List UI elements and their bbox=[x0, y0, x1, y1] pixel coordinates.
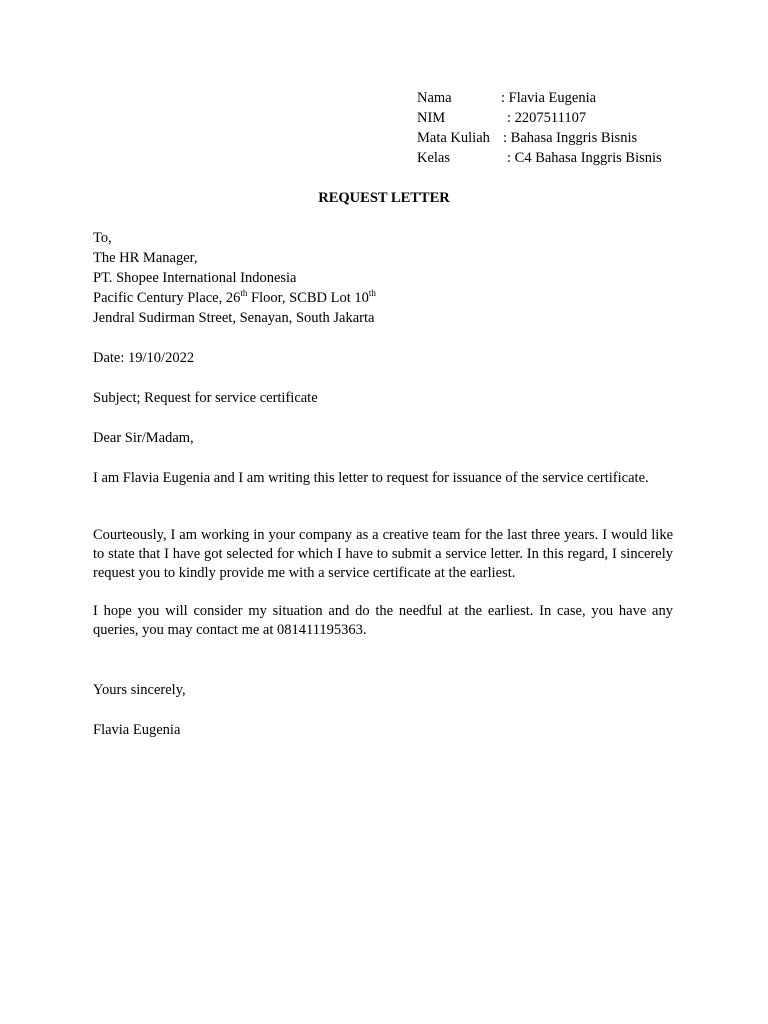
address-part-a: Pacific Century Place, 26 bbox=[93, 290, 241, 306]
recipient-line1: The HR Manager, bbox=[93, 250, 198, 266]
name-row bbox=[417, 88, 717, 108]
recipient-to: To, bbox=[93, 230, 112, 246]
body-paragraph-3: I hope you will consider my situation and do the needful at the earliest. In case, you have any queries, you may contact me at 081411195363. bbox=[93, 603, 673, 638]
student-info bbox=[417, 88, 717, 168]
letter-date: Date: 19/10/2022 bbox=[93, 350, 195, 366]
recipient-line4: Jendral Sudirman Street, Senayan, South Jakarta bbox=[93, 310, 375, 326]
address-sup-2: th bbox=[368, 288, 376, 299]
class-value: : C4 Bahasa Inggris Bisnis bbox=[507, 150, 662, 166]
letter-subject: Subject; Request for service certificate bbox=[93, 390, 318, 406]
nim-row bbox=[417, 108, 717, 128]
course-value: : Bahasa Inggris Bisnis bbox=[503, 130, 638, 146]
recipient-address bbox=[93, 288, 673, 308]
course-row bbox=[417, 128, 717, 148]
body-paragraph-1: I am Flavia Eugenia and I am writing this letter to request for issuance of the service certificate. bbox=[93, 470, 649, 486]
closing: Yours sincerely, bbox=[93, 682, 186, 698]
nim-value: : 2207511107 bbox=[507, 110, 587, 126]
name-label: Nama bbox=[417, 90, 452, 106]
body-paragraph-2: Courteously, I am working in your company as a creative team for the last three years. I would like to state that I have got selected for which I have to submit a service letter. In this regard, I sincerely request you to kindly provide me with a service certificate at the earliest. bbox=[93, 527, 673, 581]
course-label: Mata Kuliah bbox=[417, 130, 490, 146]
address-sup-1: th bbox=[240, 288, 248, 299]
salutation: Dear Sir/Madam, bbox=[93, 430, 194, 446]
address-part-b: Floor, SCBD Lot 10 bbox=[247, 290, 369, 306]
signature-name: Flavia Eugenia bbox=[93, 722, 181, 738]
class-label: Kelas bbox=[417, 150, 451, 166]
nim-label: NIM bbox=[417, 110, 446, 126]
recipient-block bbox=[93, 228, 673, 328]
recipient-line2: PT. Shopee International Indonesia bbox=[93, 270, 297, 286]
name-value: : Flavia Eugenia bbox=[501, 90, 597, 106]
class-row bbox=[417, 148, 717, 168]
letter-title: REQUEST LETTER bbox=[318, 190, 450, 206]
